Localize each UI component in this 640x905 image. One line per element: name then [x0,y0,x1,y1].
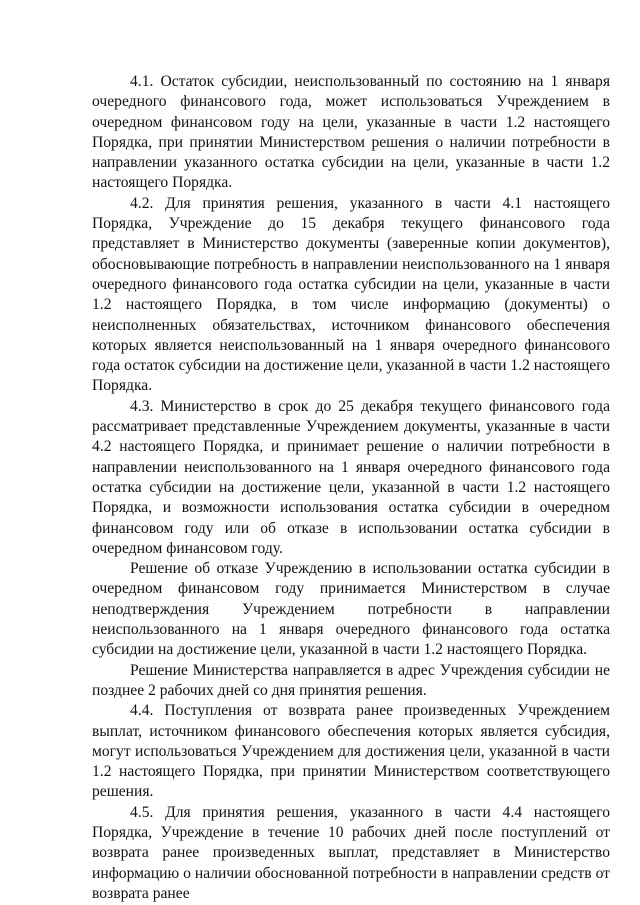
paragraph-4-5: 4.5. Для принятия решения, указанного в части 4.4 настоящего Порядка, Учреждение в течение 10 рабочих дней после поступлений от возврата ранее произведенных выплат, представляет в Министерство информацию о наличии обоснованной потребности в направлении средств от возврата ранее [92,803,610,902]
paragraph-decision-notice: Решение Министерства направляется в адрес Учреждения субсидии не позднее 2 рабочих дней со дня принятия решения. [92,661,610,699]
paragraph-4-1: 4.1. Остаток субсидии, неиспользованный по состоянию на 1 января очередного финансового года, может использоваться Учреждением в очередном финансовом году на цели, указанные в части 1.2 настоящего Порядка, при принятии Министерством решения о наличии потребности в направлении указанного остатка субсидии на цели, указанные в части 1.2 настоящего Порядка. [92,73,610,192]
paragraph-4-2: 4.2. Для принятия решения, указанного в части 4.1 настоящего Порядка, Учреждение до 15 декабря текущего финансового года представляет в Министерство документы (заверенные копии документов), обосновывающие потребность в направлении неиспользованного на 1 января очередного финансового года остатка субсидии на цели, указанные в части 1.2 настоящего Порядка, в том числе информацию (документы) о неисполненных обязательствах, источником финансового обеспечения которых является неиспользованный на 1 января очередного финансового года остаток субсидии на достижение цели, указанной в части 1.2 настоящего Порядка. [92,194,610,395]
document-page [92,72,610,904]
paragraph-4-3: 4.3. Министерство в срок до 25 декабря текущего финансового года рассматривает представленные Учреждением документы, указанные в части 4.2 настоящего Порядка, и принимает решение о наличии потребности в направлении неиспользованного на 1 января очередного финансового года остатка субсидии на достижение цели, указанной в части 1.2 настоящего Порядка, и возможности использования остатка субсидии в очередном финансовом году или об отказе в использовании остатка субсидии в очередном финансовом году. [92,397,610,557]
paragraph-4-4: 4.4. Поступления от возврата ранее произведенных Учреждением выплат, источником финансового обеспечения которых является субсидия, могут использоваться Учреждением для достижения цели, указанной в части 1.2 настоящего Порядка, при принятии Министерством соответствующего решения. [92,702,610,801]
paragraph-refusal-decision: Решение об отказе Учреждению в использовании остатка субсидии в очередном финансовом году принимается Министерством в случае неподтверждения Учреждением потребности в направлении неиспользованного на 1 января очередного финансового года остатка субсидии на достижение цели, указанной в части 1.2 настоящего Порядка. [92,560,610,659]
